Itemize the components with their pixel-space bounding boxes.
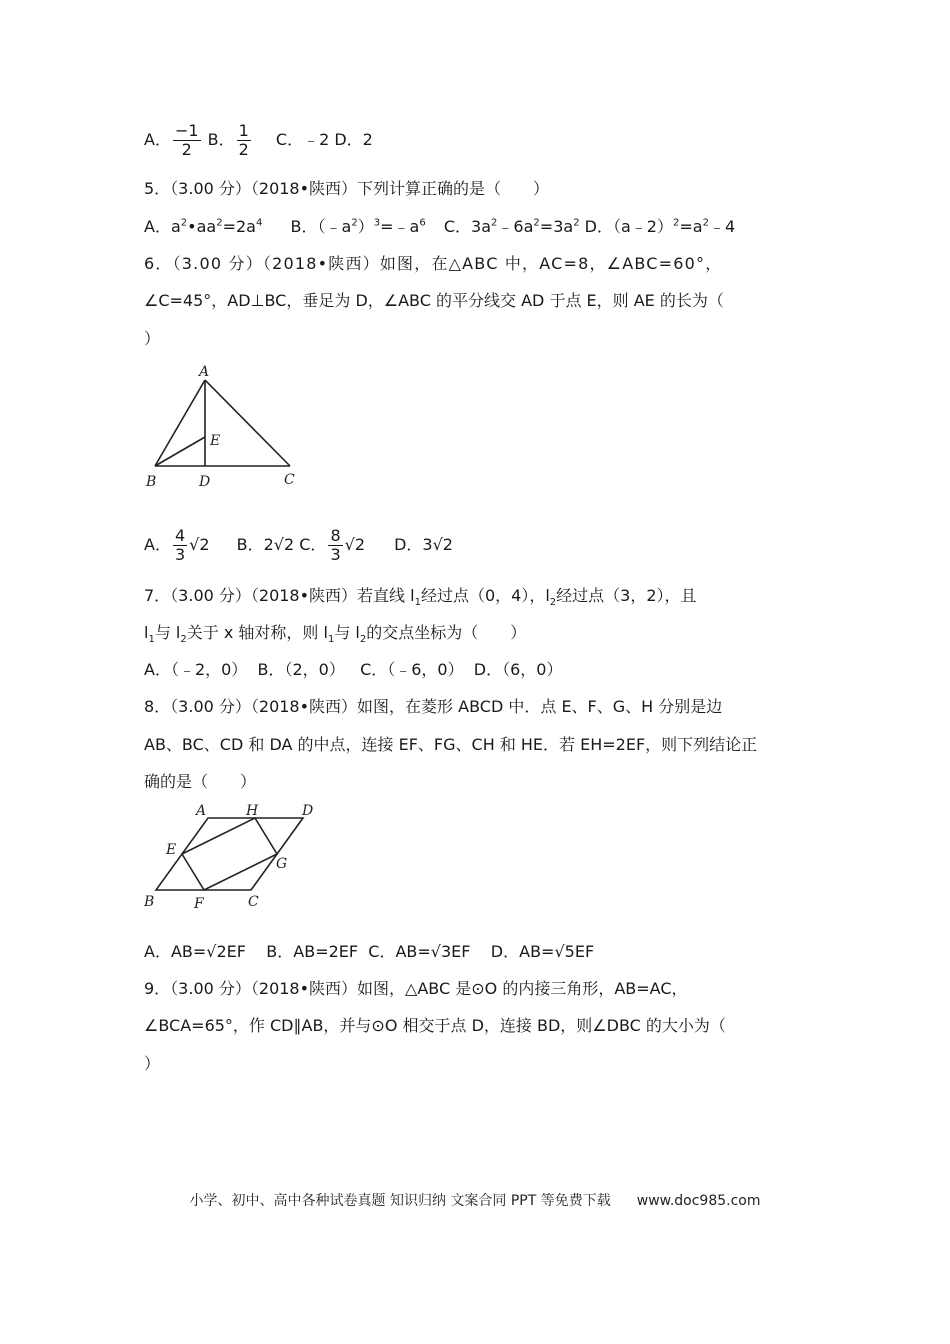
q7-stem-line2: $l_1$与 $l_2$关于 x 轴对称，则 $l_1$与 $l_2$的交点坐标为（ ） [144, 623, 527, 646]
q6-label-b: B [146, 474, 157, 490]
footer-url[interactable]: www.doc985.com [636, 1193, 761, 1209]
q6-label-c: C [284, 472, 295, 488]
q4-option-c: C．﹣2 [275, 130, 330, 149]
q6-stem-line1: 6．（3.00 分）（2018•陕西）如图，在△ABC 中，AC=8，∠ABC=60°， [144, 254, 723, 273]
q4-option-a-fraction: $\frac{-1}{2}$ [174, 121, 199, 159]
q5-options: A．$a^2•aa^2=2a^4$ B．$(﹣a^2)^3=﹣a^6$ C．$3a^2﹣6a^2=3a^2$ D．$(a﹣2)^2=a^2﹣4$ [144, 217, 736, 236]
q5-stem: 5．（3.00 分）（2018•陕西）下列计算正确的是（ ） [144, 179, 550, 198]
q4-option-a-label: A． [144, 130, 171, 149]
q4-option-b-label: B． [207, 130, 235, 149]
page-footer [0, 1190, 950, 1210]
q8-label-g: G [276, 856, 288, 872]
q6-stem-line2: ∠C=45°，AD⊥BC，垂足为 D，∠ABC 的平分线交 AD 于点 E，则 AE 的长为（ [144, 291, 724, 310]
q8-label-h: H [246, 803, 259, 819]
q8-label-f: F [194, 896, 204, 912]
q7-stem-line1: 7．（3.00 分）（2018•陕西）若直线 $l_1$经过点（0，4），$l_2$经过点（3，2），且 [144, 586, 697, 609]
q8-label-e: E [166, 842, 177, 858]
q9-stem-line3: ） [144, 1054, 161, 1073]
q8-label-a: A [196, 803, 207, 819]
footer-text: 小学、初中、高中各种试卷真题 知识归纳 文案合同 PPT 等免费下载 [189, 1193, 611, 1209]
q4-options [144, 120, 373, 160]
q4-option-d: D．2 [334, 130, 373, 149]
q7-options: A．（﹣2，0） B．（2，0） C．（﹣6，0） D．（6，0） [144, 660, 563, 679]
q6-label-e: E [210, 433, 221, 449]
q6-options: A． $\frac{4}{3}$ √2 B．2√2 C． $\frac{8}{3}$ √2 D．3√2 [144, 526, 453, 564]
q4-option-b-fraction: $\frac{1}{2}$ [238, 121, 249, 159]
q8-rhombus-figure [138, 798, 328, 914]
q9-stem-line1: 9．（3.00 分）（2018•陕西）如图，△ABC 是⊙O 的内接三角形，AB=AC， [144, 979, 688, 998]
q6-label-d: D [199, 474, 211, 490]
q8-label-d: D [302, 803, 314, 819]
q6-triangle-figure [140, 358, 310, 494]
q6-label-a: A [199, 364, 210, 380]
q8-label-c: C [248, 894, 259, 910]
q9-stem-line2: ∠BCA=65°，作 CD∥AB，并与⊙O 相交于点 D，连接 BD，则∠DBC 的大小为（ [144, 1016, 726, 1035]
q8-stem-line2: AB、BC、CD 和 DA 的中点，连接 EF、FG、CH 和 HE．若 EH=2EF，则下列结论正 [144, 735, 758, 754]
q8-label-b: B [144, 894, 155, 910]
q8-stem-line1: 8．（3.00 分）（2018•陕西）如图，在菱形 ABCD 中．点 E、F、G、H 分别是边 [144, 697, 723, 716]
q8-stem-line3: 确的是（ ） [144, 772, 257, 791]
q6-stem-line3: ） [144, 329, 161, 348]
q8-options: A．AB=√2EF B．AB=2EF C．AB=√3EF D．AB=√5EF [144, 942, 595, 961]
